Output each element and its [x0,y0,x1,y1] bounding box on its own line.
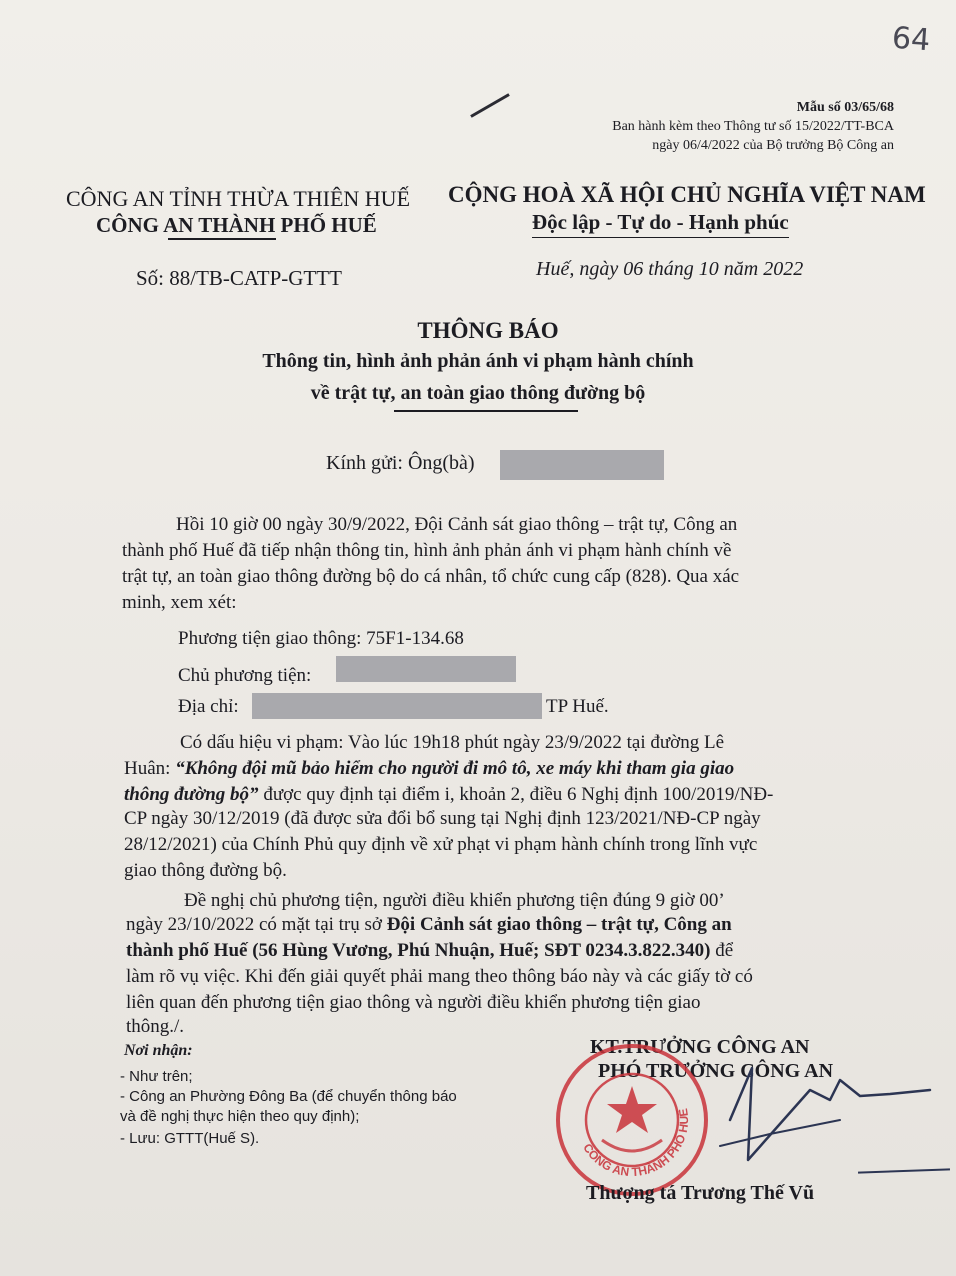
org-parent: CÔNG AN TỈNH THỪA THIÊN HUẾ [66,186,411,211]
p3-line6: thông./. [126,1016,185,1037]
p1-line3: trật tự, an toàn giao thông đường bộ do cá nhân, tổ chức cung cấp (828). Qua xác [122,566,740,587]
nation-title: CỘNG HOÀ XÃ HỘI CHỦ NGHĨA VIỆT NAM [448,182,926,207]
p3-line5: liên quan đến phương tiện giao thông và người điều khiển phương tiện giao [126,992,701,1013]
p3-line3 [126,940,733,962]
p2-line6: giao thông đường bộ. [124,860,287,881]
unit-address-bold: thành phố Huế (56 Hùng Vương, Phú Nhuận, Huế; SĐT 0234.3.822.340) [126,940,711,961]
title-rule [394,410,578,412]
form-issued-line2: ngày 06/4/2022 của Bộ trưởng Bộ Công an [652,138,894,153]
p1-line2: thành phố Huế đã tiếp nhận thông tin, hình ảnh phản ánh vi phạm hành chính về [122,540,732,561]
official-seal [552,1040,712,1200]
signature-title-line2: PHÓ TRƯỞNG CÔNG AN [598,1060,834,1082]
document-number: Số: 88/TB-CATP-GTTT [136,266,342,290]
date-place: Huế, ngày 06 tháng 10 năm 2022 [536,258,804,280]
p2-line4: CP ngày 30/12/2019 (đã được sửa đổi bổ sung tại Nghị định 123/2021/NĐ-CP ngày [124,808,761,829]
doc-title: THÔNG BÁO [417,318,559,343]
recipient-item-1: - Như trên; [120,1068,193,1085]
recipient-label: Kính gửi: Ông(bà) [326,452,475,474]
form-reference [560,98,894,155]
doc-subtitle-line2: về trật tự, an toàn giao thông đường bộ [310,382,646,404]
p3-line3-rest: để [710,940,734,961]
recipient-item-3: và đề nghị thực hiện theo quy định); [120,1108,360,1125]
redacted-owner [336,656,516,682]
form-issued-line1: Ban hành kèm theo Thông tư số 15/2022/TT-BCA [612,119,894,134]
violation-quote-part2: thông đường bộ” [124,784,259,805]
recipients-heading: Nơi nhận: [124,1042,193,1059]
signer-name: Thượng tá Trương Thế Vũ [586,1182,815,1204]
violation-quote-part1: “Không đội mũ bảo hiểm cho người đi mô tô, xe máy khi tham gia giao [175,758,735,779]
p2-line3-rest: được quy định tại điểm i, khoản 2, điều 6 Nghị định 100/2019/NĐ- [258,784,774,805]
p3-line2 [126,914,732,936]
p1-line1: Hồi 10 giờ 00 ngày 30/9/2022, Đội Cảnh sát giao thông – trật tự, Công an [176,514,738,535]
recipient-item-2: - Công an Phường Đông Ba (để chuyển thông báo [120,1088,457,1105]
address-label: Địa chỉ: [178,696,239,717]
p2-line1: Có dấu hiệu vi phạm: Vào lúc 19h18 phút ngày 23/9/2022 tại đường Lê [180,732,725,753]
vehicle-plate: Phương tiện giao thông: 75F1-134.68 [178,628,464,649]
redacted-address [252,693,542,719]
p2-line2-lead: Huân: [124,758,176,779]
recipient-item-4: - Lưu: GTTT(Huế S). [120,1130,260,1147]
handwritten-page-number: 64 [890,20,932,59]
handwritten-signature [690,1050,950,1180]
p2-line5: 28/12/2021) của Chính Phủ quy định về xử phạt vi phạm hành chính trong lĩnh vực [124,834,758,855]
address-suffix: TP Huế. [546,696,609,717]
p3-line4: làm rõ vụ việc. Khi đến giải quyết phải mang theo thông báo này và các giấy tờ có [126,966,753,987]
pen-mark [470,93,510,118]
motto: Độc lập - Tự do - Hạnh phúc [532,210,789,238]
p2-line2 [124,758,734,780]
p3-line2-lead: ngày 23/10/2022 có mặt tại trụ sở [126,914,387,935]
p2-line3 [124,784,773,806]
p3-line1: Đề nghị chủ phương tiện, người điều khiển phương tiện đúng 9 giờ 00’ [184,890,725,911]
unit-name-bold: Đội Cảnh sát giao thông – trật tự, Công an [386,914,732,935]
redacted-recipient [500,450,664,480]
p1-line4: minh, xem xét: [122,592,237,613]
org-name: CÔNG AN THÀNH PHỐ HUẾ [96,213,377,237]
signature-title-line1: KT.TRƯỞNG CÔNG AN [590,1036,810,1058]
seal-text: CÔNG AN THÀNH PHỐ HUẾ [580,1107,692,1180]
owner-label: Chủ phương tiện: [178,665,312,686]
doc-subtitle-line1: Thông tin, hình ảnh phản ánh vi phạm hành chính [262,350,694,372]
form-code: Mẫu số 03/65/68 [796,100,894,115]
org-underline [168,238,276,240]
